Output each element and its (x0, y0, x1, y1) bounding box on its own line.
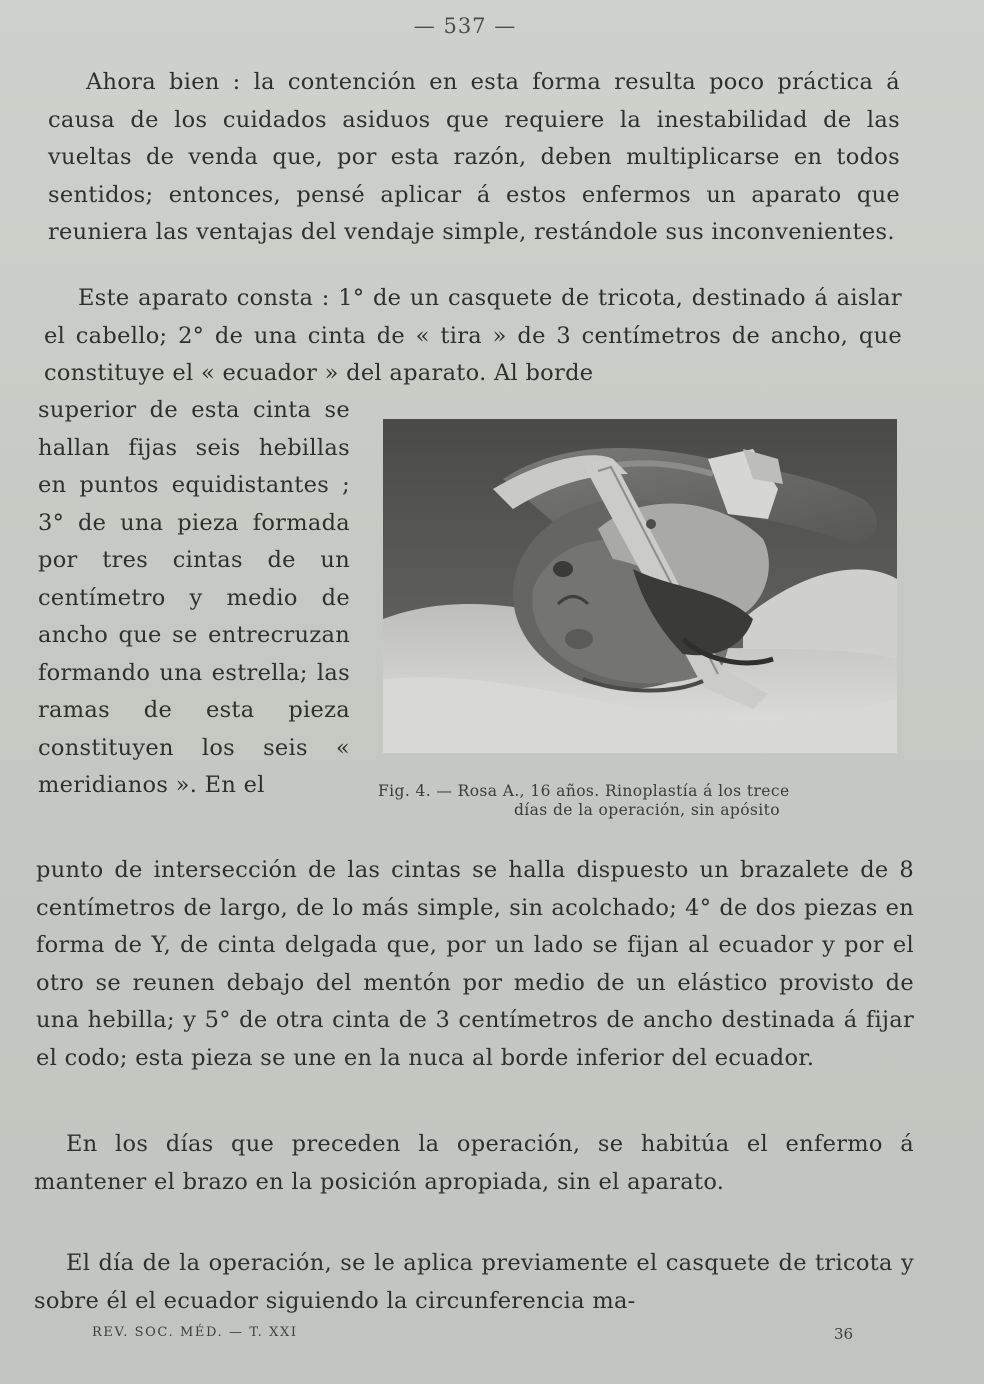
figure-caption-line-2: días de la operación, sin apósito (513, 801, 781, 819)
paragraph-4: El día de la operación, se le aplica previamente el casquete de tricota y sobre él el ecuador siguiendo la circunferencia ma- (34, 1250, 914, 1314)
paragraph-2-column-text: superior de esta cinta se hallan fijas seis hebillas en puntos equidistantes ; 3° de una pieza formada por tres cintas de un centímetro y medio de ancho que se entrecruzan formando una estrella; las ramas de esta pieza constituyen los seis « meridianos ». En el (38, 397, 350, 798)
figure-photo (383, 419, 897, 753)
signature-number: 36 (834, 1325, 854, 1343)
paragraph-3: En los días que preceden la operación, se habitúa el enfermo á mantener el brazo en la posición apropiada, sin el aparato. (34, 1131, 914, 1195)
figure-caption (378, 782, 908, 820)
journal-footer: REV. SOC. MÉD. — T. XXI (92, 1325, 298, 1340)
page-number: — 537 — (413, 14, 517, 38)
paragraph-2-continued: punto de intersección de las cintas se halla dispuesto un brazalete de 8 centímetros de largo, de lo más simple, sin acolchado; 4° de dos piezas en forma de Y, de cinta delgada que, por un lado se fijan al ecuador y por el otro se reunen debajo del mentón por medio de un elástico provisto de una hebilla; y 5° de otra cinta de 3 centímetros de ancho destinada á fijar el codo; esta pieza se une en la nuca al borde inferior del ecuador. (36, 857, 914, 1071)
paragraph-2: Este aparato consta : 1° de un casquete de tricota, destinado á aislar el cabello; 2° de una cinta de « tira » de 3 centímetros de ancho, que constituye el « ecuador » del aparato. Al borde (44, 285, 902, 386)
paragraph-1: Ahora bien : la contención en esta forma resulta poco práctica á causa de los cuidados asiduos que requiere la inestabilidad de las vueltas de venda que, por esta razón, deben multiplicarse en todos sentidos; entonces, pensé aplicar á estos enfermos un aparato que reuniera las ventajas del vendaje simple, restándole sus inconvenientes. (48, 69, 900, 245)
figure-caption-line-1: Fig. 4. — Rosa A., 16 años. Rinoplastía á los trece (378, 782, 790, 800)
